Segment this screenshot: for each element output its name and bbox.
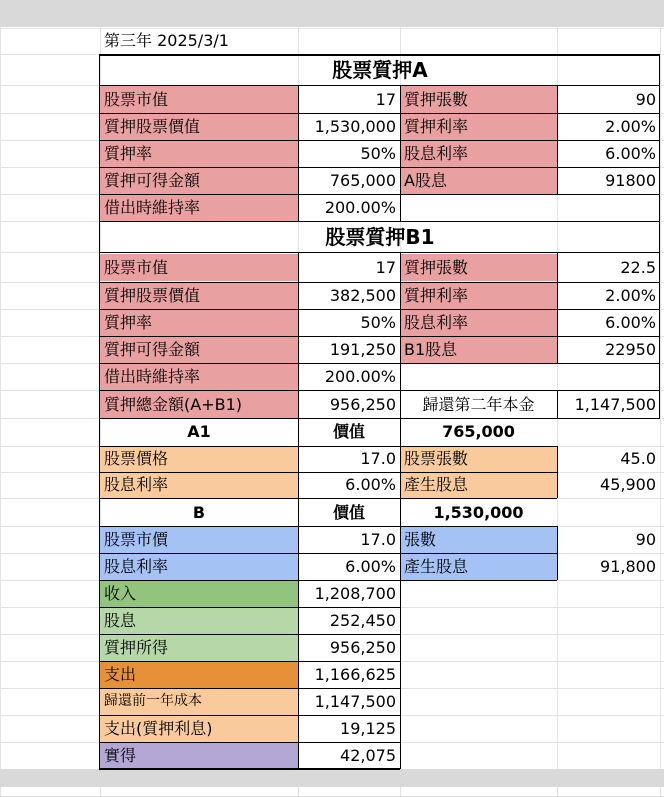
pledge-a-label[interactable]: 質押可得金額 [100, 167, 298, 194]
pledge-a-label2[interactable]: 質押利率 [400, 113, 557, 140]
cell-border [99, 607, 400, 608]
summary-label[interactable]: 收入 [100, 580, 298, 607]
pledge-b1-label[interactable]: 股票市值 [100, 254, 298, 281]
summary-label[interactable]: 股息 [100, 607, 298, 634]
pledge-b1-label[interactable]: 借出時維持率 [100, 363, 298, 390]
cell-border [99, 472, 557, 473]
summary-label[interactable]: 歸還前一年成本 [100, 688, 298, 715]
pledge-b1-label2[interactable]: 質押利率 [400, 282, 557, 309]
cell-border [298, 252, 299, 418]
pledge-b1-label2[interactable]: B1股息 [400, 336, 557, 363]
pledge-b1-label[interactable]: 質押股票價值 [100, 282, 298, 309]
cell-border [99, 54, 100, 769]
pledge-a-value2[interactable]: 2.00% [605, 117, 656, 136]
pledge-a-value2[interactable]: 6.00% [605, 144, 656, 163]
cell-border [400, 252, 401, 418]
pledge-a-value[interactable]: 200.00% [324, 198, 396, 217]
b-label[interactable]: 股票市價 [100, 526, 298, 553]
cell-border [99, 634, 400, 635]
frozen-header-band [0, 0, 664, 27]
summary-label[interactable]: 支出 [100, 661, 298, 688]
summary-value[interactable]: 42,075 [340, 746, 396, 765]
cell-border [99, 363, 660, 364]
summary-value[interactable]: 1,208,700 [314, 584, 396, 603]
cell-border [557, 85, 558, 194]
a1-label[interactable]: 股息利率 [100, 472, 298, 498]
pledge-a-label[interactable]: 股票市值 [100, 86, 298, 113]
b-value2[interactable]: 91,800 [600, 557, 656, 576]
empty-cell[interactable] [400, 363, 660, 390]
pledge-total-value[interactable]: 956,250 [329, 395, 396, 414]
b-label2[interactable]: 產生股息 [400, 553, 557, 580]
cell-border [99, 221, 660, 222]
pledge-b1-value[interactable]: 50% [360, 313, 396, 332]
cell-border [99, 54, 660, 56]
summary-value[interactable]: 19,125 [340, 719, 396, 738]
cell-border [99, 688, 400, 689]
b-head-amount[interactable]: 1,530,000 [433, 503, 524, 522]
cell-border [557, 526, 558, 580]
pledge-a-title[interactable]: 股票質押A [332, 58, 428, 82]
b-head[interactable]: B [192, 503, 206, 522]
b-value[interactable]: 6.00% [345, 557, 396, 576]
pledge-b1-value2[interactable]: 2.00% [605, 286, 656, 305]
cell-border [400, 418, 401, 769]
cell-border [99, 526, 557, 527]
pledge-b1-label[interactable]: 質押可得金額 [100, 336, 298, 363]
a1-label[interactable]: 股票價格 [100, 446, 298, 472]
cell-border [99, 85, 660, 86]
a1-head-value[interactable]: 價值 [332, 422, 365, 441]
pledge-b1-label2[interactable]: 質押張數 [400, 254, 557, 281]
cell-border [557, 446, 558, 498]
cell-border [99, 418, 660, 419]
cell-border [99, 282, 660, 283]
sheet-date-header[interactable]: 第三年 2025/3/1 [104, 31, 229, 50]
cell-border [99, 309, 660, 310]
cell-border [99, 194, 660, 195]
pledge-a-label2[interactable]: 股息利率 [400, 140, 557, 167]
pledge-a-label[interactable]: 質押股票價值 [100, 113, 298, 140]
pledge-b1-value[interactable]: 382,500 [329, 286, 396, 305]
pledge-a-label2[interactable]: A股息 [400, 167, 557, 194]
cell-border [99, 661, 400, 662]
a1-value2[interactable]: 45,900 [600, 475, 656, 494]
cell-border [659, 54, 660, 418]
summary-label[interactable]: 支出(質押利息) [100, 715, 298, 742]
pledge-b1-value2[interactable]: 6.00% [605, 313, 656, 332]
a1-value[interactable]: 6.00% [345, 475, 396, 494]
a1-value[interactable]: 17.0 [360, 449, 396, 468]
cell-border [99, 580, 557, 581]
cell-border [99, 715, 400, 716]
pledge-a-label[interactable]: 質押率 [100, 140, 298, 167]
b-value[interactable]: 17.0 [360, 530, 396, 549]
pledge-a-value2[interactable]: 91800 [605, 171, 656, 190]
pledge-b1-value2[interactable]: 22950 [605, 340, 656, 359]
pledge-a-value2[interactable]: 90 [635, 90, 656, 109]
a1-head[interactable]: A1 [187, 422, 211, 441]
cell-border [99, 742, 400, 743]
pledge-a-label[interactable]: 借出時維持率 [100, 194, 298, 221]
cell-border [99, 498, 557, 499]
a1-label2[interactable]: 股票張數 [400, 446, 557, 472]
cell-border [298, 418, 299, 769]
repay-label[interactable]: 歸還第二年本金 [422, 395, 535, 414]
pledge-b1-value[interactable]: 200.00% [324, 367, 396, 386]
cell-border [99, 768, 400, 770]
bottom-band [0, 769, 664, 787]
pledge-b1-value[interactable]: 17 [375, 258, 396, 277]
b-label2[interactable]: 張數 [400, 526, 557, 553]
cell-border [99, 336, 660, 337]
b-label[interactable]: 股息利率 [100, 553, 298, 580]
b-head-value[interactable]: 價值 [332, 503, 365, 522]
pledge-total-label[interactable]: 質押總金額(A+B1) [100, 391, 298, 418]
cell-border [99, 446, 557, 447]
pledge-a-label2[interactable]: 質押張數 [400, 86, 557, 113]
empty-cell[interactable] [400, 194, 660, 221]
cell-border [557, 390, 558, 418]
a1-head-amount[interactable]: 765,000 [442, 422, 515, 441]
pledge-b1-label2[interactable]: 股息利率 [400, 309, 557, 336]
pledge-b1-label[interactable]: 質押率 [100, 309, 298, 336]
repay-value[interactable]: 1,147,500 [574, 395, 656, 414]
pledge-a-value[interactable]: 17 [375, 90, 396, 109]
summary-label[interactable]: 實得 [100, 742, 298, 769]
pledge-b1-value2[interactable]: 22.5 [620, 258, 656, 277]
pledge-a-value[interactable]: 1,530,000 [314, 117, 396, 136]
summary-value[interactable]: 1,147,500 [314, 692, 396, 711]
cell-border [660, 0, 661, 796]
pledge-b1-value[interactable]: 191,250 [329, 340, 396, 359]
cell-border [99, 390, 660, 391]
cell-border [400, 85, 401, 221]
cell-border [99, 167, 660, 168]
summary-value[interactable]: 1,166,625 [314, 665, 396, 684]
cell-border [99, 140, 660, 141]
cell-border [99, 113, 660, 114]
b-value2[interactable]: 90 [635, 530, 656, 549]
cell-border [99, 252, 660, 253]
cell-border [99, 553, 557, 554]
cell-border [0, 0, 1, 796]
pledge-a-value[interactable]: 50% [360, 144, 396, 163]
a1-value2[interactable]: 45.0 [620, 449, 656, 468]
cell-border [298, 85, 299, 221]
summary-value[interactable]: 252,450 [329, 611, 396, 630]
summary-value[interactable]: 956,250 [329, 638, 396, 657]
a1-label2[interactable]: 產生股息 [400, 472, 557, 498]
summary-label[interactable]: 質押所得 [100, 634, 298, 661]
cell-border [557, 252, 558, 363]
pledge-a-value[interactable]: 765,000 [329, 171, 396, 190]
pledge-b1-title[interactable]: 股票質押B1 [325, 225, 435, 249]
